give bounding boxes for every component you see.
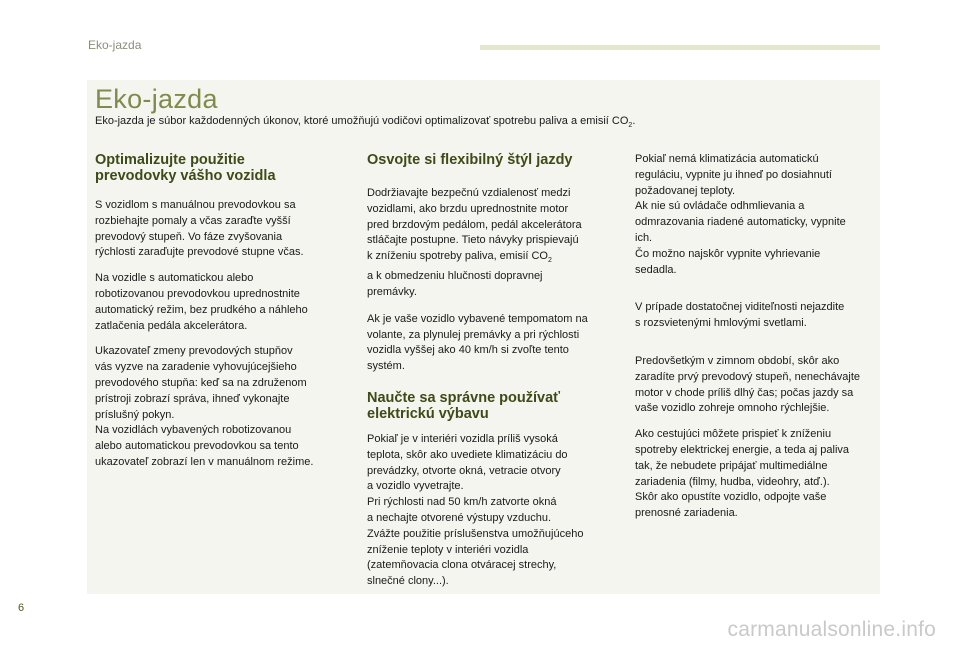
column-right xyxy=(635,152,880,522)
section-heading-electrical: Naučte sa správne používať elektrickú výbavu xyxy=(367,389,561,422)
paragraph-fog-lights: V prípade dostatočnej viditeľnosti nejazdite s rozsvietenými hmlovými svetlami. xyxy=(635,301,845,330)
column-left xyxy=(95,152,350,471)
section-heading-driving-style: Osvojte si flexibilný štýl jazdy xyxy=(367,152,573,168)
paragraph-manual-gearbox: S vozidlom s manuálnou prevodovkou sa rozbiehajte pomaly a včas zaraďte vyšší prevodový stupeň. Vo fáze zvyšovania rýchlosti zaraďujte prevodové stupne včas. xyxy=(95,199,304,259)
paragraph-cruise-control: Ak je vaše vozidlo vybavené tempomatom na volante, za plynulej premávky a pri rýchlosti vozidla vyššej ako 40 km/h si zvoľte tento systém. xyxy=(367,312,588,373)
intro-text: Eko-jazda je súbor každodenných úkonov, ktoré umožňujú vodičovi optimalizovať spotrebu paliva a emisií $CO_2$. xyxy=(95,115,636,130)
paragraph-winter-engine: Predovšetkým v zimnom období, skôr ako zaradíte prvý prevodový stupeň, nenechávajte motor v chode príliš dlhý čas; počas jazdy sa vaše vozidlo zohreje omnoho rýchlejšie. xyxy=(635,354,861,415)
paragraph-passenger-devices: Ako cestujúci môžete prispieť k zníženiu spotreby elektrickej energie, a teda aj paliva tak, že nebudete pripájať multimediálne zariadenia (filmy, hudba, videohry, atď.). Skôr ako opustíte vozidlo, odpojte vaše prenosné zariadenia. xyxy=(635,428,850,520)
paragraph-safe-distance: Dodržiavajte bezpečnú vzdialenosť medzi vozidlami, ako brzdu uprednostnite motor pred brzdovým pedálom, pedál akcelerátora stláčajte postupne. Tieto návyky prispievajú k zníženiu spotreby paliva, emisií $CO_2$ a k obmedzeniu hlučnosti dopravnej premávky. xyxy=(367,187,582,298)
page-number: 6 xyxy=(18,602,25,614)
paragraph-gear-indicator: Ukazovateľ zmeny prevodových stupňov vás vyzve na zaradenie vyhovujúcejšieho prevodového stupňa: keď sa na združenom prístroji zobrazí správa, ihneď vykonajte príslušný pokyn. Na vozidlách vybavených robotizovanou alebo automatickou prevodovkou sa tento ukazovateľ zobrazí len v manuálnom režime. xyxy=(95,345,314,468)
section-header-label: Eko-jazda xyxy=(88,38,142,52)
paragraph-automatic-gearbox: Na vozidle s automatickou alebo robotizovanou prevodovkou uprednostnite automatický režim, bez prudkého a náhleho zatlačenia pedála akcelerátora. xyxy=(95,272,308,332)
paragraph-air-conditioning: Pokiaľ nemá klimatizácia automatickú reguláciu, vypnite ju ihneď po dosiahnutí požadovanej teploty. Ak nie sú ovládače odhmlievania a odmrazovania riadené automaticky, vypnite ich. Čo možno najskôr vypnite vyhrievanie sedadla. xyxy=(635,153,846,276)
column-middle xyxy=(367,152,617,590)
header-rule xyxy=(480,45,880,50)
paragraph-interior-temperature: Pokiaľ je v interiéri vozidla príliš vysoká teplota, skôr ako uvediete klimatizáciu do prevádzky, otvorte okná, vetracie otvory a vozidlo vyvetrajte. Pri rýchlosti nad 50 km/h zatvorte okná a nechajte otvorené výstupy vzduchu. Zvážte použitie príslušenstva umožňujúceho zníženie teploty v interiéri vozidla (zatemňovacia clona otváracej strechy, slnečné clony...). xyxy=(367,432,584,588)
watermark-text: carmanualsonline.info xyxy=(727,618,936,641)
section-heading-gearbox: Optimalizujte použitie prevodovky vášho vozidla xyxy=(95,152,276,184)
page-title: Eko-jazda xyxy=(95,84,218,114)
